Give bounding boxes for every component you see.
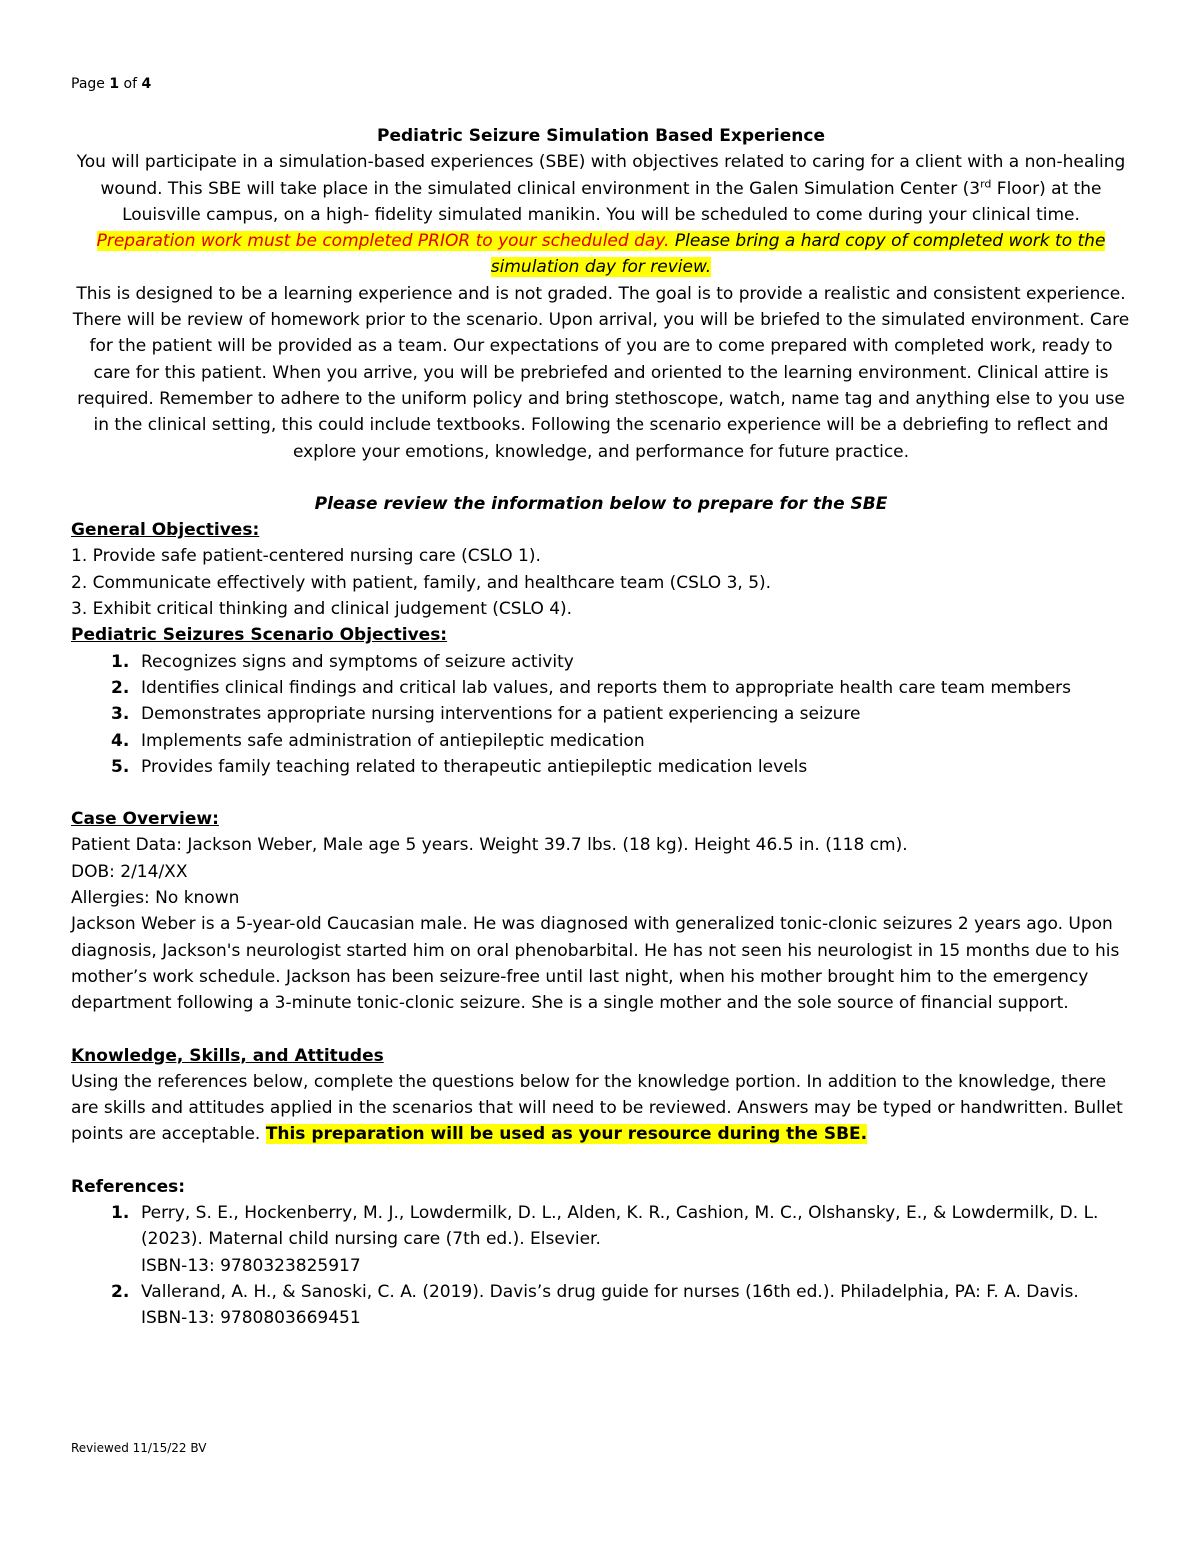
document-body bbox=[71, 123, 1131, 1331]
list-item: 5. Provides family teaching related to therapeutic antiepileptic medication levels bbox=[111, 756, 808, 777]
case-overview-heading: Case Overview: bbox=[71, 809, 219, 830]
references-list bbox=[71, 1200, 1131, 1331]
page-number: Page 1 of 4 bbox=[71, 76, 152, 92]
reference-item: 1. Perry, S. E., Hockenberry, M. J., Lowdermilk, D. L., Alden, K. R., Cashion, M. C., Olshansky, E., & Lowdermilk, D. L. (2023). Maternal child nursing care (7th ed.). Elsevier. ISBN-13: 9780323825917 bbox=[111, 1202, 1099, 1276]
general-objective: 3. Exhibit critical thinking and clinical judgement (CSLO 4). bbox=[71, 599, 573, 620]
expectations-paragraph: This is designed to be a learning experience and is not graded. The goal is to provide a realistic and consistent experience. There will be review of homework prior to the scenario. Upon arrival, you will be briefed to the simulated environment. Care for the patient will be provided as a team. Our expectations of you are to come prepared with completed work, ready to care for this patient. When you arrive, you will be prebriefed and oriented to the learning environment. Clinical attire is required. Remember to adhere to the uniform policy and bring stethoscope, watch, name tag and anything else to you use in the clinical setting, this could include textbooks. Following the scenario experience will be a debriefing to reflect and explore your emotions, knowledge, and performance for future practice. bbox=[72, 283, 1130, 462]
case-narrative: Jackson Weber is a 5-year-old Caucasian male. He was diagnosed with generalized tonic-clonic seizures 2 years ago. Upon diagnosis, Jackson's neurologist started him on oral phenobarbital. He has not seen his neurologist in 15 months due to his mother’s work schedule. Jackson has been seizure-free until last night, when his mother brought him to the emergency department following a 3-minute tonic-clonic seizure. She is a single mother and the sole source of financial support. bbox=[71, 914, 1120, 1014]
patient-dob: DOB: 2/14/XX bbox=[71, 861, 188, 882]
intro-paragraph: You will participate in a simulation-based experiences (SBE) with objectives related to caring for a client with a non-healing wound. This SBE will take place in the simulated clinical environment in the Galen Simulation Center (3rd Floor) at the Louisville campus, on a high- fidelity simulated manikin. You will be scheduled to come during your clinical time. bbox=[76, 152, 1126, 225]
document-title: Pediatric Seizure Simulation Based Experience bbox=[377, 126, 825, 146]
scenario-objectives-list bbox=[71, 649, 1131, 780]
general-objective: 2. Communicate effectively with patient, family, and healthcare team (CSLO 3, 5). bbox=[71, 572, 772, 593]
ksa-heading: Knowledge, Skills, and Attitudes bbox=[71, 1045, 384, 1066]
references-heading: References: bbox=[71, 1176, 186, 1197]
list-item: 4. Implements safe administration of antiepileptic medication bbox=[111, 730, 645, 751]
footer-reviewed: Reviewed 11/15/22 BV bbox=[71, 1441, 207, 1455]
ksa-highlight: This preparation will be used as your resource during the SBE. bbox=[265, 1124, 868, 1145]
list-item: 2. Identifies clinical findings and critical lab values, and reports them to appropriate health care team members bbox=[111, 677, 1072, 698]
general-objective: 1. Provide safe patient-centered nursing care (CSLO 1). bbox=[71, 546, 541, 567]
general-objectives-heading: General Objectives: bbox=[71, 520, 260, 541]
patient-allergies: Allergies: No known bbox=[71, 888, 240, 909]
list-item: 3. Demonstrates appropriate nursing interventions for a patient experiencing a seizure bbox=[111, 704, 861, 725]
reference-item: 2. Vallerand, A. H., & Sanoski, C. A. (2019). Davis’s drug guide for nurses (16th ed.). Philadelphia, PA: F. A. Davis. ISBN-13: 9780803669451 bbox=[111, 1281, 1079, 1329]
preparation-notice: Preparation work must be completed PRIOR to your scheduled day. Please bring a hard copy of completed work to the simulation day for review. bbox=[96, 231, 1106, 278]
list-item: 1. Recognizes signs and symptoms of seizure activity bbox=[111, 651, 574, 672]
ksa-paragraph: Using the references below, complete the questions below for the knowledge portion. In addition to the knowledge, there are skills and attitudes applied in the scenarios that will need to be reviewed. Answers may be typed or handwritten. Bullet points are acceptable. This preparation will be used as your resource during the SBE. bbox=[71, 1071, 1123, 1145]
review-heading: Please review the information below to prepare for the SBE bbox=[314, 493, 888, 514]
patient-data: Patient Data: Jackson Weber, Male age 5 years. Weight 39.7 lbs. (18 kg). Height 46.5 in. (118 cm). bbox=[71, 835, 908, 856]
scenario-objectives-heading: Pediatric Seizures Scenario Objectives: bbox=[71, 625, 448, 646]
